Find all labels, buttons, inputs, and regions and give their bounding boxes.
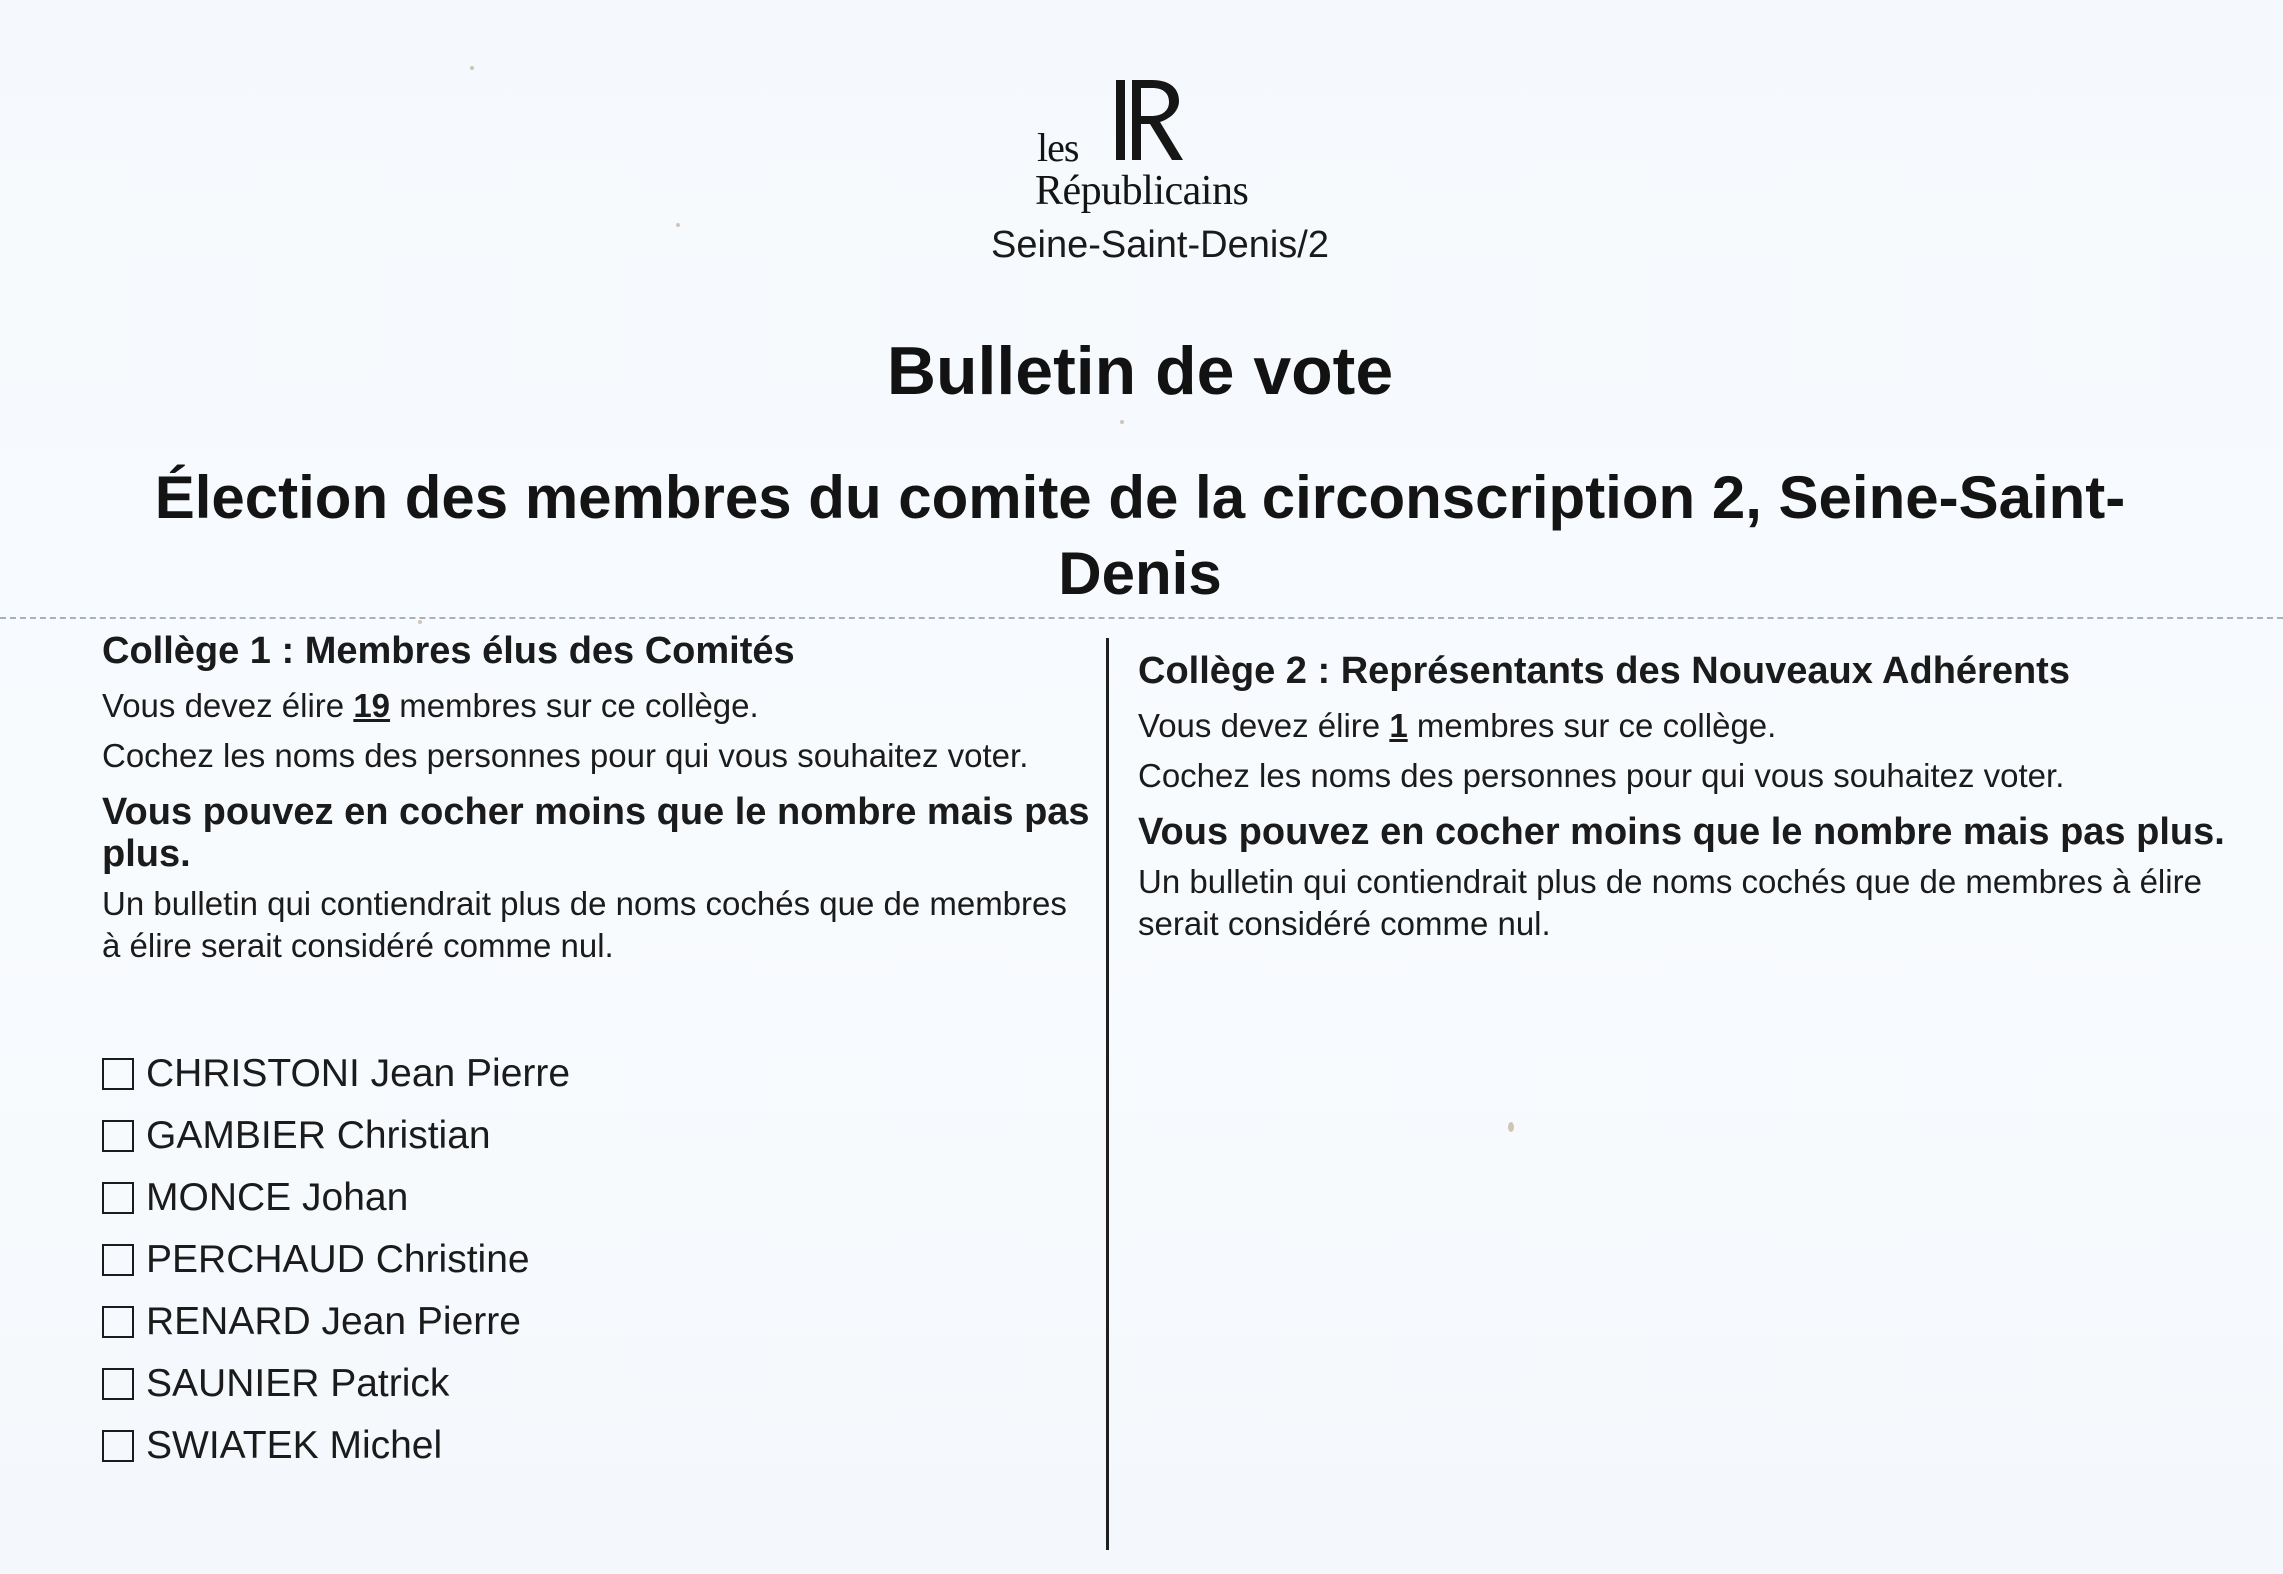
college2-heading: Collège 2 : Représentants des Nouveaux Adhérents	[1138, 650, 2070, 692]
logo-republicains-text: Républicains	[1035, 168, 1249, 214]
candidate-checkbox[interactable]	[102, 1058, 134, 1090]
department-label: Seine-Saint-Denis/2	[991, 224, 1329, 266]
candidate-name: MONCE Johan	[146, 1176, 409, 1219]
paper-speck	[470, 66, 474, 70]
candidate-checkbox[interactable]	[102, 1368, 134, 1400]
candidate-item[interactable]	[102, 1229, 1092, 1291]
paper-speck	[676, 223, 680, 227]
candidate-name: GAMBIER Christian	[146, 1114, 491, 1157]
college2-quota-number: 1	[1389, 707, 1408, 744]
les-republicains-logo	[1030, 72, 1290, 222]
college1-quota-number: 19	[353, 687, 391, 724]
candidate-name: SWIATEK Michel	[146, 1424, 443, 1467]
candidate-item[interactable]	[102, 1167, 1092, 1229]
candidate-checkbox[interactable]	[102, 1306, 134, 1338]
college2-quota-prefix: Vous devez élire	[1138, 707, 1390, 744]
candidate-item[interactable]	[102, 1105, 1092, 1167]
candidate-name: PERCHAUD Christine	[146, 1238, 530, 1281]
candidate-name: SAUNIER Patrick	[146, 1362, 450, 1405]
election-subtitle: Élection des membres du comite de la circonscription 2, Seine-Saint-Denis	[154, 464, 2126, 607]
college1-quota-prefix: Vous devez élire	[102, 687, 354, 724]
candidate-item[interactable]	[102, 1291, 1092, 1353]
cut-line-divider	[0, 617, 2283, 619]
college1-quota-suffix: membres sur ce collège.	[390, 687, 759, 724]
college1-section	[102, 630, 1092, 1477]
logo-les-text: les	[1037, 125, 1079, 170]
candidate-checkbox[interactable]	[102, 1430, 134, 1462]
college2-note: Un bulletin qui contiendrait plus de noms cochés que de membres à élire serait considéré comme nul.	[1138, 863, 2202, 942]
college2-quota-suffix: membres sur ce collège.	[1407, 707, 1777, 744]
candidate-name: RENARD Jean Pierre	[146, 1300, 521, 1343]
candidate-item[interactable]	[102, 1043, 1092, 1105]
column-divider	[1106, 638, 1109, 1550]
college2-warning: Vous pouvez en cocher moins que le nombre mais pas plus.	[1138, 811, 2225, 853]
candidate-list	[102, 1043, 1092, 1477]
college1-instruction: Cochez les noms des personnes pour qui vous souhaitez voter.	[102, 737, 1029, 774]
paper-speck	[1508, 1122, 1514, 1132]
college2-quota	[1138, 705, 2258, 747]
candidate-name: CHRISTONI Jean Pierre	[146, 1052, 571, 1095]
college1-heading: Collège 1 : Membres élus des Comités	[102, 630, 795, 672]
college1-note: Un bulletin qui contiendrait plus de noms cochés que de membres à élire serait considéré comme nul.	[102, 885, 1067, 964]
paper-speck	[418, 620, 422, 624]
college2-section	[1138, 650, 2258, 953]
candidate-item[interactable]	[102, 1415, 1092, 1477]
candidate-item[interactable]	[102, 1353, 1092, 1415]
candidate-checkbox[interactable]	[102, 1182, 134, 1214]
college1-warning: Vous pouvez en cocher moins que le nombre mais pas plus.	[102, 791, 1090, 875]
college1-quota	[102, 685, 1092, 727]
college2-instruction: Cochez les noms des personnes pour qui vous souhaitez voter.	[1138, 757, 2065, 794]
candidate-checkbox[interactable]	[102, 1244, 134, 1276]
candidate-checkbox[interactable]	[102, 1120, 134, 1152]
page-title: Bulletin de vote	[886, 333, 1394, 409]
lr-monogram-icon	[1110, 76, 1220, 164]
paper-speck	[1120, 420, 1124, 424]
